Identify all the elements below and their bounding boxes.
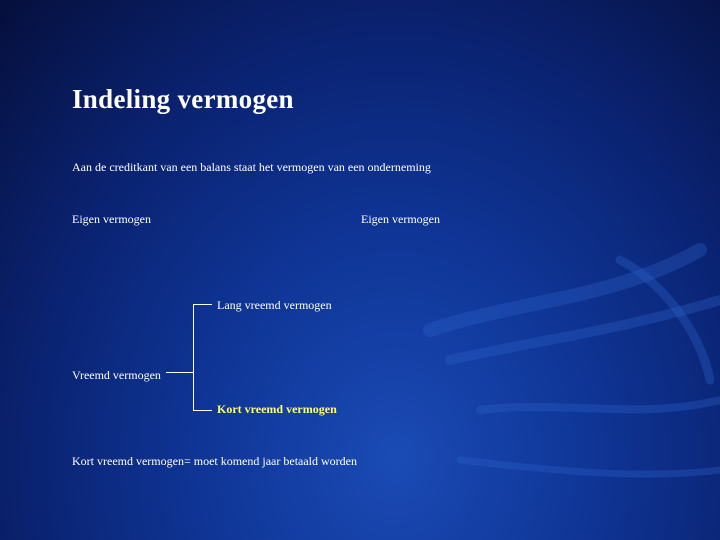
vreemd-vermogen-label: Vreemd vermogen [72, 368, 161, 382]
slide-subtitle: Aan de creditkant van een balans staat het vermogen van een onderneming [72, 160, 431, 174]
eigen-vermogen-label-right: Eigen vermogen [361, 212, 440, 226]
kort-vreemd-vermogen-label: Kort vreemd vermogen [217, 402, 337, 416]
lang-vreemd-vermogen-label: Lang vreemd vermogen [217, 298, 332, 312]
slide-title: Indeling vermogen [72, 84, 294, 114]
eigen-vermogen-label-left: Eigen vermogen [72, 212, 151, 226]
footnote-text: Kort vreemd vermogen= moet komend jaar betaald worden [72, 454, 357, 468]
